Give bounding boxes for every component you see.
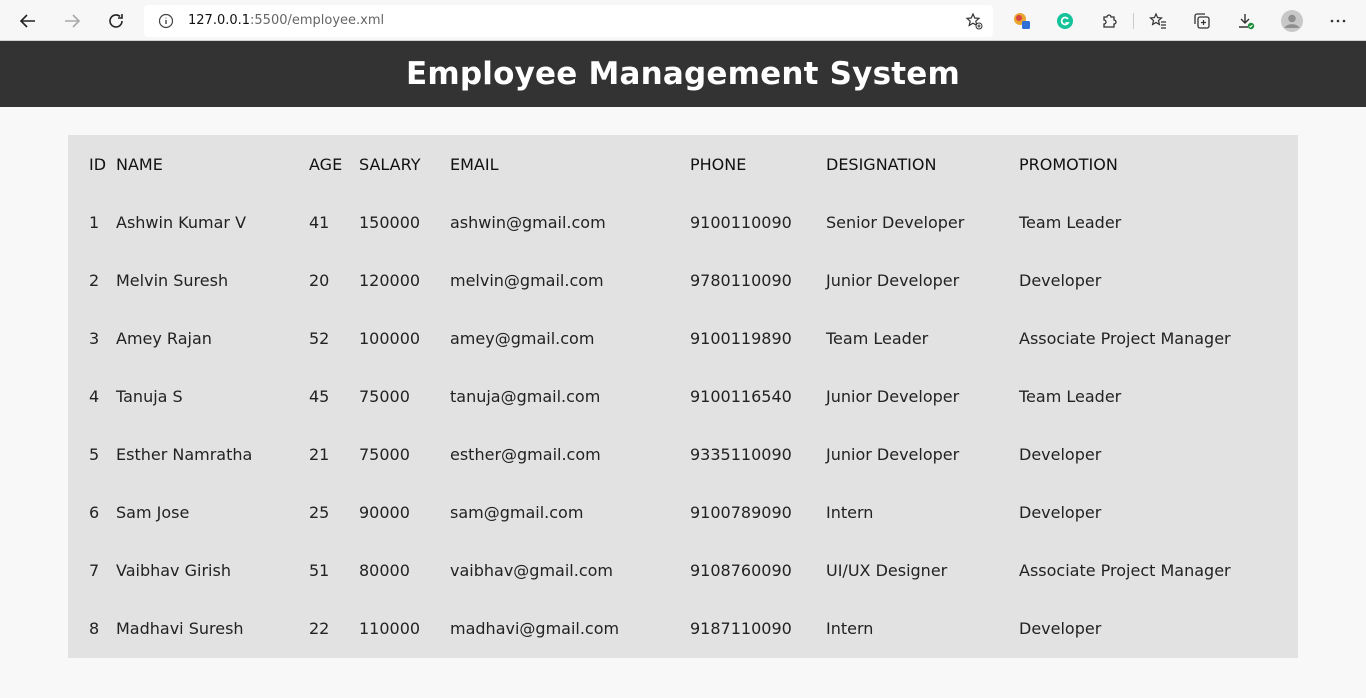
cell-name: Madhavi Suresh xyxy=(116,618,244,638)
table-row xyxy=(68,367,1298,425)
cell-email: vaibhav@gmail.com xyxy=(450,560,613,580)
extensions-puzzle-icon xyxy=(1100,12,1118,30)
cell-phone: 9187110090 xyxy=(690,618,792,638)
more-menu-button[interactable] xyxy=(1323,6,1353,36)
reload-button[interactable] xyxy=(101,6,131,36)
url-path: :5500/employee.xml xyxy=(250,13,385,28)
cell-email: sam@gmail.com xyxy=(450,502,584,522)
back-arrow-icon xyxy=(19,12,37,30)
profile-avatar-icon xyxy=(1281,10,1303,32)
column-header-age: AGE xyxy=(309,154,343,174)
cell-designation: Senior Developer xyxy=(826,212,965,232)
cell-salary: 150000 xyxy=(359,212,421,232)
cell-promotion: Developer xyxy=(1019,502,1102,522)
cell-promotion: Developer xyxy=(1019,444,1102,464)
cell-id: 6 xyxy=(89,502,100,522)
cell-name: Sam Jose xyxy=(116,502,190,522)
cell-phone: 9100119890 xyxy=(690,328,792,348)
column-header-promotion: PROMOTION xyxy=(1019,154,1118,174)
table-header-row xyxy=(68,135,1298,193)
table-row xyxy=(68,599,1298,657)
cell-salary: 90000 xyxy=(359,502,410,522)
cell-promotion: Team Leader xyxy=(1019,212,1122,232)
reload-icon xyxy=(107,12,125,30)
toolbar-divider xyxy=(1133,13,1134,29)
cell-salary: 100000 xyxy=(359,328,421,348)
cell-email: melvin@gmail.com xyxy=(450,270,604,290)
address-bar[interactable] xyxy=(144,5,993,37)
employee-table xyxy=(68,135,1298,657)
profile-button[interactable] xyxy=(1277,6,1307,36)
cell-phone: 9100789090 xyxy=(690,502,792,522)
cell-name: Melvin Suresh xyxy=(116,270,229,290)
cell-name: Ashwin Kumar V xyxy=(116,212,247,232)
cell-promotion: Associate Project Manager xyxy=(1019,328,1231,348)
employee-table-container xyxy=(68,135,1298,658)
cell-age: 51 xyxy=(309,560,330,580)
cell-id: 5 xyxy=(89,444,100,464)
cell-phone: 9100116540 xyxy=(690,386,792,406)
cell-designation: Intern xyxy=(826,618,874,638)
cell-promotion: Team Leader xyxy=(1019,386,1122,406)
cell-email: madhavi@gmail.com xyxy=(450,618,620,638)
forward-button[interactable] xyxy=(57,6,87,36)
cell-id: 3 xyxy=(89,328,100,348)
cell-id: 1 xyxy=(89,212,100,232)
cell-email: amey@gmail.com xyxy=(450,328,595,348)
cell-age: 21 xyxy=(309,444,330,464)
table-row xyxy=(68,251,1298,309)
cell-age: 52 xyxy=(309,328,330,348)
cell-id: 8 xyxy=(89,618,100,638)
info-icon[interactable] xyxy=(158,13,174,29)
extension-colorful-icon xyxy=(1013,12,1031,30)
cell-email: esther@gmail.com xyxy=(450,444,601,464)
cell-age: 22 xyxy=(309,618,330,638)
column-header-designation: DESIGNATION xyxy=(826,154,937,174)
cell-name: Amey Rajan xyxy=(116,328,212,348)
page-title: Employee Management System xyxy=(406,56,960,92)
favorites-button[interactable] xyxy=(1143,6,1173,36)
cell-salary: 75000 xyxy=(359,386,410,406)
cell-salary: 75000 xyxy=(359,444,410,464)
cell-phone: 9335110090 xyxy=(690,444,792,464)
cell-phone: 9108760090 xyxy=(690,560,792,580)
cell-designation: Junior Developer xyxy=(826,444,960,464)
cell-id: 2 xyxy=(89,270,100,290)
table-row xyxy=(68,309,1298,367)
cell-email: tanuja@gmail.com xyxy=(450,386,601,406)
cell-email: ashwin@gmail.com xyxy=(450,212,606,232)
cell-salary: 110000 xyxy=(359,618,421,638)
extension-button-colorful[interactable] xyxy=(1007,6,1037,36)
cell-promotion: Associate Project Manager xyxy=(1019,560,1231,580)
cell-age: 45 xyxy=(309,386,330,406)
cell-name: Vaibhav Girish xyxy=(116,560,231,580)
grammarly-icon xyxy=(1056,12,1074,30)
downloads-button[interactable] xyxy=(1231,6,1261,36)
back-button[interactable] xyxy=(13,6,43,36)
cell-designation: UI/UX Designer xyxy=(826,560,948,580)
cell-age: 20 xyxy=(309,270,330,290)
browser-toolbar xyxy=(0,0,1366,41)
url-text[interactable] xyxy=(188,13,384,28)
cell-id: 7 xyxy=(89,560,100,580)
column-header-email: EMAIL xyxy=(450,154,499,174)
column-header-id: ID xyxy=(89,154,107,174)
cell-designation: Intern xyxy=(826,502,874,522)
downloads-icon xyxy=(1237,12,1255,30)
cell-promotion: Developer xyxy=(1019,618,1102,638)
cell-age: 41 xyxy=(309,212,330,232)
favorites-icon xyxy=(1149,12,1167,30)
add-favorite-icon[interactable] xyxy=(965,12,983,30)
cell-id: 4 xyxy=(89,386,100,406)
extensions-button[interactable] xyxy=(1094,6,1124,36)
collections-button[interactable] xyxy=(1187,6,1217,36)
cell-name: Esther Namratha xyxy=(116,444,253,464)
table-row xyxy=(68,193,1298,251)
cell-promotion: Developer xyxy=(1019,270,1102,290)
cell-name: Tanuja S xyxy=(116,386,183,406)
cell-phone: 9780110090 xyxy=(690,270,792,290)
cell-designation: Team Leader xyxy=(826,328,929,348)
cell-phone: 9100110090 xyxy=(690,212,792,232)
cell-salary: 80000 xyxy=(359,560,410,580)
more-menu-icon xyxy=(1329,12,1347,30)
table-row xyxy=(68,483,1298,541)
forward-arrow-icon xyxy=(63,12,81,30)
table-row xyxy=(68,425,1298,483)
page-header xyxy=(0,41,1366,107)
table-row xyxy=(68,541,1298,599)
column-header-name: NAME xyxy=(116,154,163,174)
cell-designation: Junior Developer xyxy=(826,386,960,406)
collections-icon xyxy=(1193,12,1211,30)
url-host: 127.0.0.1 xyxy=(188,13,251,28)
column-header-salary: SALARY xyxy=(359,154,421,174)
grammarly-button[interactable] xyxy=(1050,6,1080,36)
cell-designation: Junior Developer xyxy=(826,270,960,290)
cell-age: 25 xyxy=(309,502,330,522)
column-header-phone: PHONE xyxy=(690,154,747,174)
cell-salary: 120000 xyxy=(359,270,421,290)
